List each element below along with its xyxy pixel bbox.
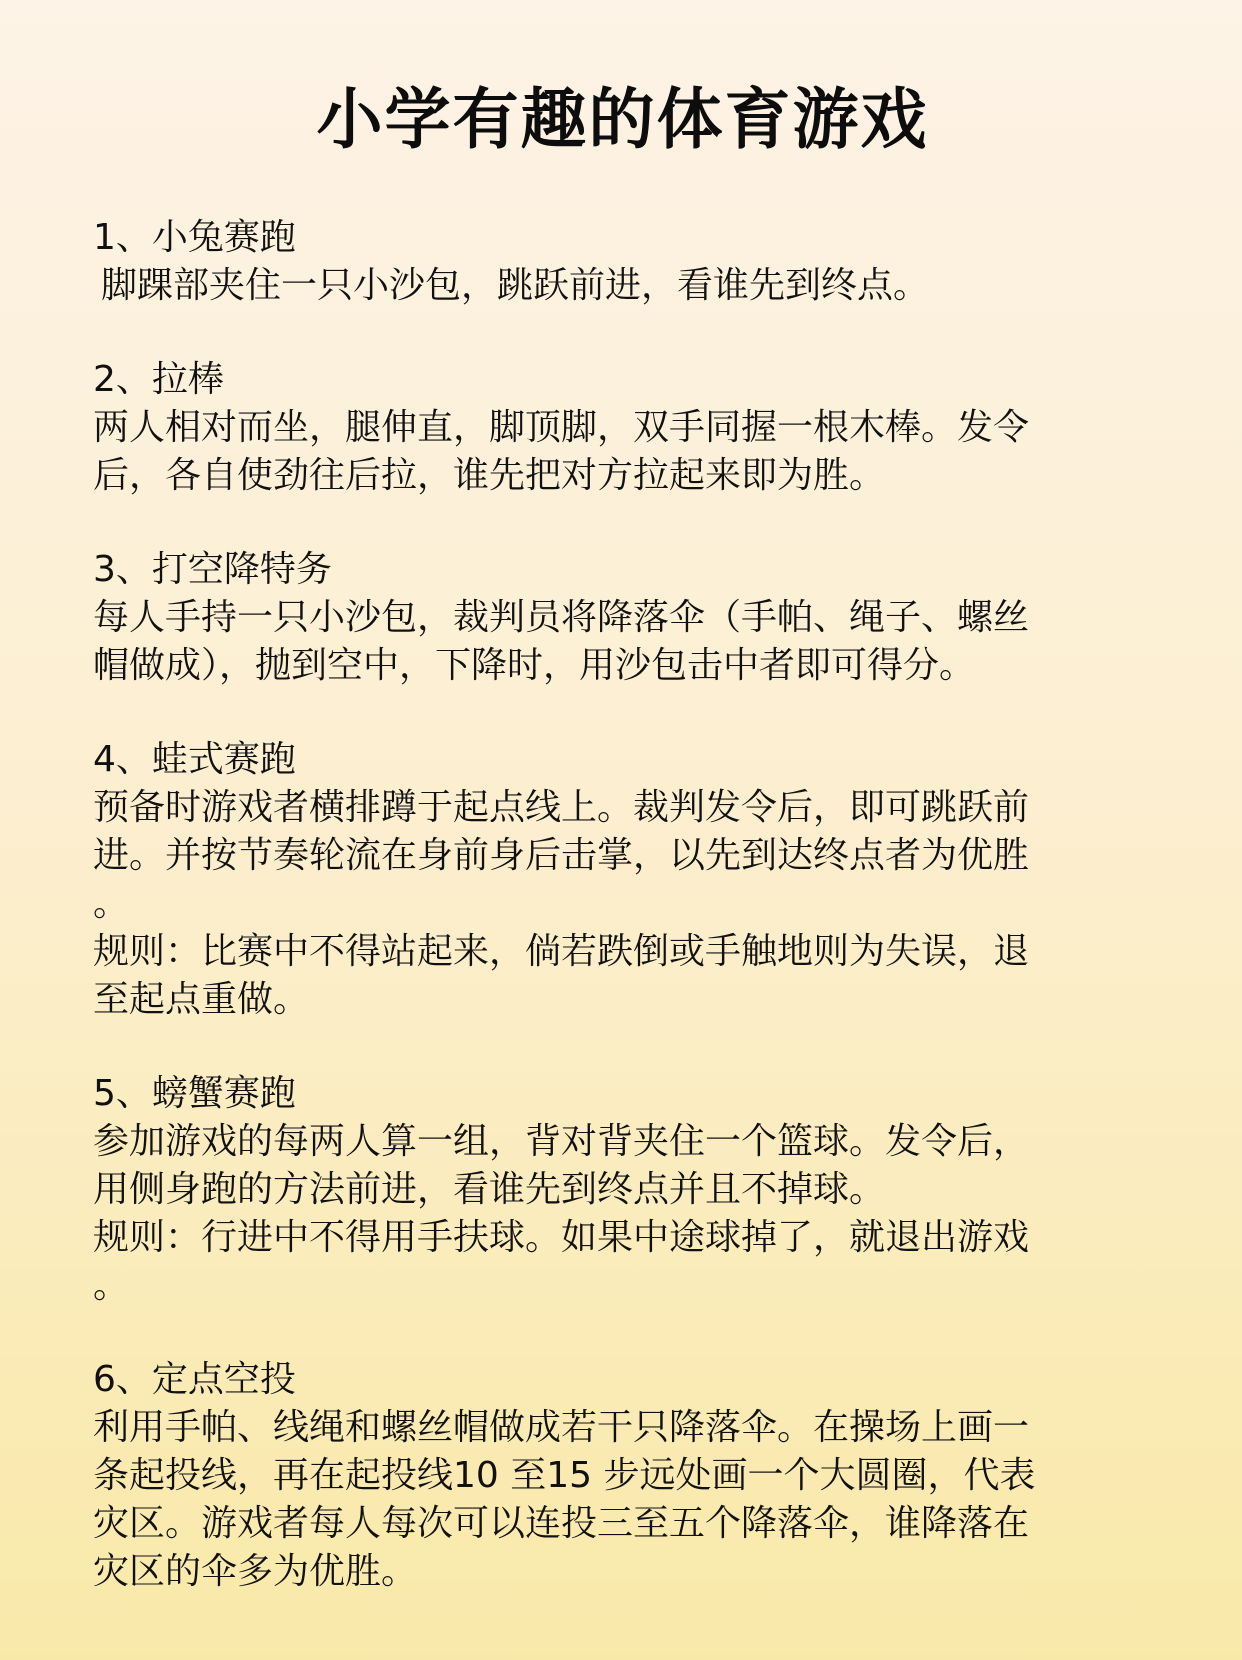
section-heading: 5、螃蟹赛跑	[93, 1073, 296, 1114]
section-text-line: 。	[93, 883, 130, 924]
section-text-line: 用侧身跑的方法前进，看谁先到终点并且不掉球。	[93, 1169, 886, 1210]
section-text-line: 预备时游戏者横排蹲于起点线上。裁判发令后，即可跳跃前	[93, 787, 1030, 828]
section-text-line: 每人手持一只小沙包，裁判员将降落伞（手帕、绳子、螺丝	[93, 597, 1030, 638]
section-text-line: 灾区的伞多为优胜。	[93, 1551, 418, 1592]
page-title: 小学有趣的体育游戏	[316, 81, 929, 158]
section-stick-pull	[93, 356, 1152, 500]
section-text-line: 两人相对而坐，腿伸直，脚顶脚，双手同握一根木棒。发令	[93, 407, 1030, 448]
section-text-line: 帽做成），抛到空中，下降时，用沙包击中者即可得分。	[93, 645, 976, 686]
section-frog-race	[93, 736, 1152, 1024]
section-text-line: 后，各自使劲往后拉，谁先把对方拉起来即为胜。	[93, 455, 886, 496]
section-rule-line: 至起点重做。	[93, 979, 310, 1020]
section-heading: 2、拉棒	[93, 359, 224, 400]
section-heading: 4、蛙式赛跑	[93, 739, 296, 780]
section-airdrop	[93, 1356, 1152, 1596]
section-text-line: 利用手帕、线绳和螺丝帽做成若干只降落伞。在操场上画一	[93, 1407, 1030, 1448]
section-heading: 3、打空降特务	[93, 549, 332, 590]
section-rabbit-race	[93, 214, 1152, 310]
section-heading: 1、小兔赛跑	[93, 217, 296, 258]
section-text-line: 灾区。游戏者每人每次可以连投三至五个降落伞，谁降落在	[93, 1503, 1030, 1544]
section-text-line: 脚踝部夹住一只小沙包，跳跃前进，看谁先到终点。	[101, 265, 930, 306]
section-crab-race	[93, 1070, 1152, 1310]
section-text-line: 进。并按节奏轮流在身前身后击掌，以先到达终点者为优胜	[93, 835, 1030, 876]
section-text-line: 条起投线，再在起投线10 至15 步远处画一个大圆圈，代表	[93, 1455, 1036, 1496]
section-rule-line: 。	[93, 1265, 130, 1306]
section-heading: 6、定点空投	[93, 1359, 296, 1400]
section-rule-line: 规则：行进中不得用手扶球。如果中途球掉了，就退出游戏	[93, 1217, 1030, 1258]
section-text-line: 参加游戏的每两人算一组，背对背夹住一个篮球。发令后，	[93, 1121, 1030, 1162]
section-paratrooper	[93, 546, 1152, 690]
section-rule-line: 规则：比赛中不得站起来，倘若跌倒或手触地则为失误，退	[93, 931, 1030, 972]
